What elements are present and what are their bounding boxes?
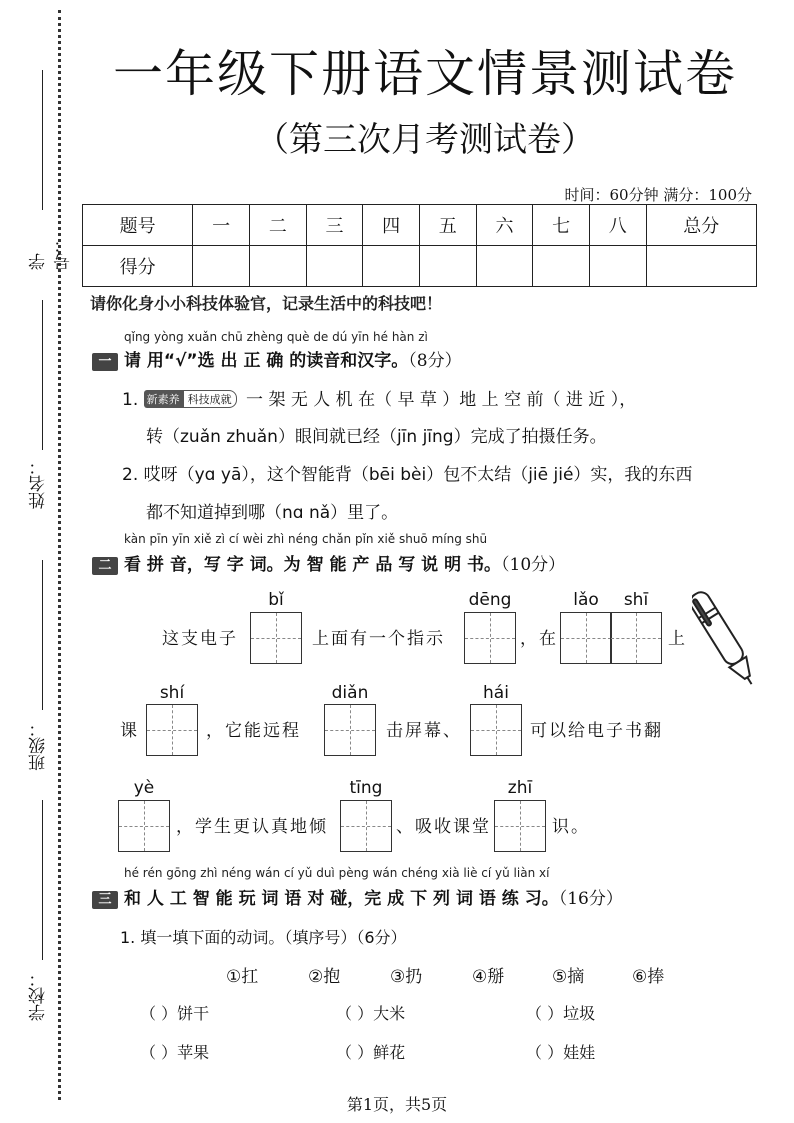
name-field[interactable] — [6, 300, 56, 520]
section1-heading — [92, 346, 462, 371]
option-2: ②抱 — [308, 967, 341, 987]
score-cell: 四 — [363, 205, 420, 246]
score-cell: 五 — [419, 205, 476, 246]
time-info: 时间：60分钟 满分：100分 — [564, 186, 752, 204]
score-cell: 三 — [306, 205, 363, 246]
score-input-cell[interactable] — [306, 246, 363, 287]
page-subtitle: （第三次月考测试卷） — [255, 120, 595, 160]
score-table-score-row — [83, 246, 757, 287]
blank-biscuit[interactable]: （ ）饼干 — [140, 1004, 210, 1023]
char-box-lao[interactable] — [560, 612, 612, 664]
section1-pinyin: qǐng yòng xuǎn chū zhèng què de dú yīn hé hàn zì — [124, 330, 428, 344]
score-table — [82, 204, 757, 287]
score-table-header-row — [83, 205, 757, 246]
pinyin-shi-class: shí — [159, 683, 185, 703]
char-box-ting[interactable] — [340, 800, 392, 852]
row1-text-2: 上面有一个指示 — [312, 629, 445, 649]
char-box-shi-teacher[interactable] — [610, 612, 662, 664]
section1-title: 请 用“√”选 出 正 确 的读音和汉字。 — [124, 351, 409, 371]
pinyin-ye: yè — [133, 778, 155, 798]
pinyin-ting: tīng — [349, 778, 383, 798]
score-input-cell[interactable] — [250, 246, 307, 287]
row1-text-4: 上 — [668, 629, 687, 649]
pinyin-shi-teacher: shī — [623, 590, 649, 610]
name-label: 姓名： — [29, 458, 49, 509]
char-box-shi-class[interactable] — [146, 704, 198, 756]
section1-q2-line2[interactable]: 都不知道掉到哪（nɑ nǎ）里了。 — [146, 503, 399, 523]
score-input-cell[interactable] — [589, 246, 646, 287]
row1-text-3: ，在 — [520, 629, 558, 649]
score-input-cell[interactable] — [533, 246, 590, 287]
char-box-dian[interactable] — [324, 704, 376, 756]
score-cell: 总分 — [646, 205, 756, 246]
q1-number: 1. — [122, 390, 139, 410]
cut-line — [58, 10, 61, 1100]
section3-pinyin: hé rén gōng zhì néng wán cí yǔ duì pèng wán chéng xià liè cí yǔ liàn xí — [124, 866, 550, 880]
char-box-deng[interactable] — [464, 612, 516, 664]
student-id-field[interactable] — [6, 70, 74, 270]
blank-doll[interactable]: （ ）娃娃 — [526, 1043, 596, 1062]
pinyin-hai: hái — [483, 683, 509, 703]
class-label: 班级： — [29, 720, 49, 771]
score-input-cell[interactable] — [363, 246, 420, 287]
option-1: ①扛 — [226, 967, 259, 987]
section2-pinyin: kàn pīn yīn xiě zì cí wèi zhì néng chǎn pǐn xiě shuō míng shū — [124, 532, 488, 546]
pinyin-dian: diǎn — [331, 683, 369, 703]
page-footer: 第1页，共5页 — [346, 1095, 448, 1114]
intro-text: 请你化身小小科技体验官，记录生活中的科技吧！ — [90, 294, 443, 313]
char-box-zhi[interactable] — [494, 800, 546, 852]
binding-margin — [0, 0, 74, 1123]
blank-rice[interactable]: （ ）大米 — [336, 1004, 406, 1023]
page-title: 一年级下册语文情景测试卷 — [113, 45, 737, 103]
student-id-line — [42, 70, 43, 210]
tag-tech-achievement: 科技成就 — [183, 390, 237, 408]
section3-number: 三 — [92, 891, 118, 909]
pinyin-deng: dēng — [468, 590, 512, 610]
section1-score: （8分） — [408, 351, 462, 371]
pinyin-lao: lǎo — [573, 590, 599, 610]
section2-title: 看 拼 音，写 字 词。为 智 能 产 品 写 说 明 书。 — [124, 555, 502, 575]
class-field[interactable] — [6, 560, 56, 780]
option-6: ⑥捧 — [632, 967, 665, 987]
q1-text-line1[interactable]: 一 架 无 人 机 在（ 早 草 ）地 上 空 前（ 进 近 ）， — [246, 390, 637, 410]
section1-number: 一 — [92, 353, 118, 371]
section3-q1: 1. 填一填下面的动词。（填序号）（6分） — [120, 928, 407, 947]
school-label: 学校： — [29, 970, 49, 1021]
score-cell: 一 — [193, 205, 250, 246]
section3-heading — [92, 884, 623, 909]
section3-score: （16分） — [558, 889, 623, 909]
section2-number: 二 — [92, 557, 118, 575]
score-cell: 七 — [533, 205, 590, 246]
score-cell: 八 — [589, 205, 646, 246]
row2-text-2: 击屏幕、 — [386, 721, 462, 741]
option-3: ③扔 — [390, 967, 423, 987]
section1-q1-line2[interactable]: 转（zuǎn zhuǎn）眼间就已经（jīn jīng）完成了拍摄任务。 — [146, 427, 607, 447]
row1-text-1: 这支电子 — [162, 629, 238, 649]
section1-q2-line1[interactable]: 2. 哎呀（yɑ yā），这个智能背（bēi bèi）包不太结（jiē jié）实，我的东西 — [122, 465, 693, 485]
score-cell: 二 — [250, 205, 307, 246]
char-box-bi[interactable] — [250, 612, 302, 664]
pinyin-bi: bǐ — [268, 590, 284, 610]
char-box-hai[interactable] — [470, 704, 522, 756]
pinyin-zhi: zhī — [507, 778, 533, 798]
name-line — [42, 300, 43, 450]
score-row-label: 得分 — [83, 246, 193, 287]
blank-garbage[interactable]: （ ）垃圾 — [526, 1004, 596, 1023]
score-input-cell[interactable] — [419, 246, 476, 287]
school-line — [42, 800, 43, 960]
score-cell: 题号 — [83, 205, 193, 246]
row3-text-3: 识。 — [552, 817, 590, 837]
blank-flowers[interactable]: （ ）鲜花 — [336, 1043, 406, 1062]
pen-icon — [692, 584, 756, 696]
row3-text-2: 、吸收课堂 — [396, 817, 491, 837]
row2-text-3: 可以给电子书翻 — [530, 721, 663, 741]
tag-new-literacy: 新素养 — [144, 390, 183, 408]
row2-text-1: ，它能远程 — [206, 721, 301, 741]
section2-score: （10分） — [501, 555, 566, 575]
score-input-cell[interactable] — [476, 246, 533, 287]
option-4: ④掰 — [472, 967, 505, 987]
section2-heading — [92, 550, 565, 575]
option-5: ⑤摘 — [552, 967, 585, 987]
student-id-label: 学号： — [29, 236, 74, 270]
class-line — [42, 560, 43, 710]
row3-text-1: ，学生更认真地倾 — [176, 817, 328, 837]
score-cell: 六 — [476, 205, 533, 246]
char-box-ye[interactable] — [118, 800, 170, 852]
blank-apple[interactable]: （ ）苹果 — [140, 1043, 210, 1062]
row2-text-0: 课 — [120, 721, 139, 741]
section3-title: 和 人 工 智 能 玩 词 语 对 碰，完 成 下 列 词 语 练 习。 — [124, 889, 559, 909]
school-field[interactable] — [6, 800, 56, 1040]
score-input-cell[interactable] — [646, 246, 756, 287]
section1-q1-line1 — [122, 385, 636, 410]
score-input-cell[interactable] — [193, 246, 250, 287]
